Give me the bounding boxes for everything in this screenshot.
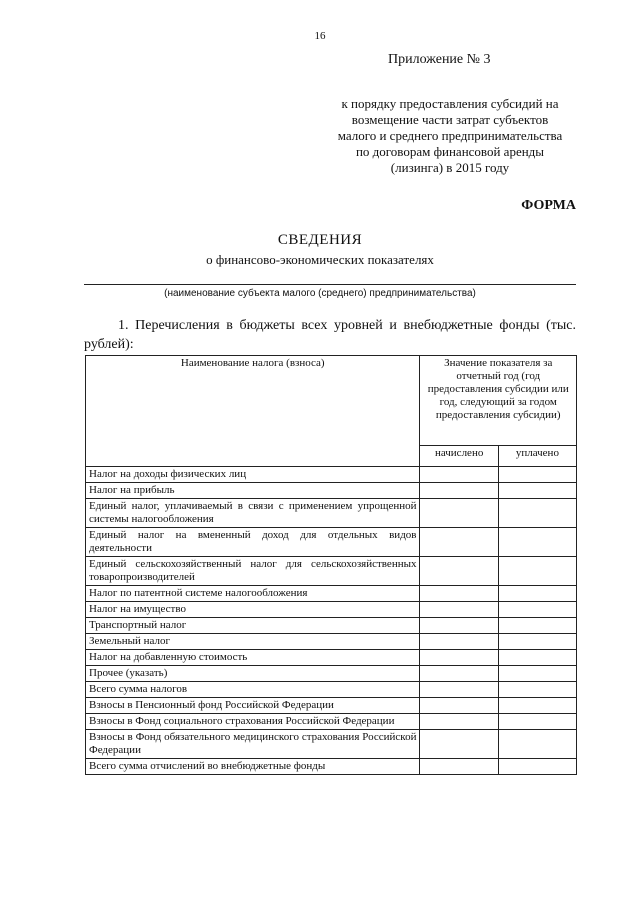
table-row <box>86 528 577 557</box>
paid-value-cell[interactable] <box>498 730 576 759</box>
table-row <box>86 730 577 759</box>
appendix-heading: Приложение № 3 <box>388 52 491 67</box>
tax-name-cell: Налог на прибыль <box>86 483 420 499</box>
tax-name-cell: Налог на доходы физических лиц <box>86 467 420 483</box>
table-row <box>86 666 577 682</box>
entity-name-caption: (наименование субъекта малого (среднего) предпринимательства) <box>164 288 476 299</box>
paid-value-cell[interactable] <box>498 602 576 618</box>
header-indicator-value: Значение показателя за отчетный год (год предоставления субсидии или год, следующий за годом предоставления субсидии) <box>420 356 577 446</box>
accrued-value-cell[interactable] <box>420 528 498 557</box>
accrued-value-cell[interactable] <box>420 499 498 528</box>
tax-name-cell: Прочее (указать) <box>86 666 420 682</box>
paid-value-cell[interactable] <box>498 698 576 714</box>
page-number: 16 <box>314 30 326 42</box>
accrued-value-cell[interactable] <box>420 602 498 618</box>
table-row <box>86 618 577 634</box>
tax-name-cell: Налог на имущество <box>86 602 420 618</box>
tax-name-cell: Земельный налог <box>86 634 420 650</box>
table-row <box>86 602 577 618</box>
tax-name-cell: Единый сельскохозяйственный налог для сельскохозяйственных товаропроизводителей <box>86 557 420 586</box>
accrued-value-cell[interactable] <box>420 557 498 586</box>
accrued-value-cell[interactable] <box>420 483 498 499</box>
paid-value-cell[interactable] <box>498 499 576 528</box>
table-row <box>86 467 577 483</box>
paid-value-cell[interactable] <box>498 714 576 730</box>
reference-line: к порядку предоставления субсидий на <box>341 96 559 111</box>
table-row <box>86 499 577 528</box>
accrued-value-cell[interactable] <box>420 730 498 759</box>
reference-line: малого и среднего предпринимательства <box>337 128 563 143</box>
accrued-value-cell[interactable] <box>420 650 498 666</box>
tax-name-cell: Всего сумма налогов <box>86 682 420 698</box>
table-row <box>86 650 577 666</box>
table-row <box>86 714 577 730</box>
table-row <box>86 698 577 714</box>
table-row <box>86 483 577 499</box>
table-row <box>86 682 577 698</box>
document-title: СВЕДЕНИЯ <box>277 232 363 248</box>
form-label: ФОРМА <box>521 198 576 213</box>
tax-name-cell: Всего сумма отчислений во внебюджетные фонды <box>86 759 420 775</box>
reference-line: (лизинга) в 2015 году <box>390 160 510 175</box>
paid-value-cell[interactable] <box>498 634 576 650</box>
accrued-value-cell[interactable] <box>420 586 498 602</box>
paid-value-cell[interactable] <box>498 586 576 602</box>
paid-value-cell[interactable] <box>498 759 576 775</box>
accrued-value-cell[interactable] <box>420 666 498 682</box>
table-row <box>86 634 577 650</box>
entity-name-line[interactable] <box>84 284 576 285</box>
paid-value-cell[interactable] <box>498 650 576 666</box>
document-subtitle: о финансово-экономических показателях <box>206 252 434 267</box>
paid-value-cell[interactable] <box>498 467 576 483</box>
reference-line: по договорам финансовой аренды <box>355 144 545 159</box>
paid-value-cell[interactable] <box>498 666 576 682</box>
accrued-value-cell[interactable] <box>420 618 498 634</box>
accrued-value-cell[interactable] <box>420 714 498 730</box>
paid-value-cell[interactable] <box>498 682 576 698</box>
tax-name-cell: Единый налог, уплачиваемый в связи с применением упрощенной системы налогообложения <box>86 499 420 528</box>
tax-name-cell: Единый налог на вмененный доход для отдельных видов деятельности <box>86 528 420 557</box>
header-tax-name: Наименование налога (взноса) <box>86 356 420 467</box>
paid-value-cell[interactable] <box>498 618 576 634</box>
section-1-heading: 1. Перечисления в бюджеты всех уровней и внебюджетные фонды (тыс. рублей): <box>84 318 576 352</box>
accrued-value-cell[interactable] <box>420 682 498 698</box>
tax-name-cell: Налог на добавленную стоимость <box>86 650 420 666</box>
paid-value-cell[interactable] <box>498 557 576 586</box>
accrued-value-cell[interactable] <box>420 634 498 650</box>
header-accrued: начислено <box>420 445 498 466</box>
table-row <box>86 759 577 775</box>
accrued-value-cell[interactable] <box>420 759 498 775</box>
tax-name-cell: Взносы в Фонд социального страхования Российской Федерации <box>86 714 420 730</box>
appendix-reference <box>300 96 600 176</box>
accrued-value-cell[interactable] <box>420 467 498 483</box>
tax-name-cell: Взносы в Пенсионный фонд Российской Федерации <box>86 698 420 714</box>
accrued-value-cell[interactable] <box>420 698 498 714</box>
table-row <box>86 586 577 602</box>
tax-name-cell: Транспортный налог <box>86 618 420 634</box>
tax-name-cell: Взносы в Фонд обязательного медицинского страхования Российской Федерации <box>86 730 420 759</box>
paid-value-cell[interactable] <box>498 528 576 557</box>
header-paid: уплачено <box>498 445 576 466</box>
paid-value-cell[interactable] <box>498 483 576 499</box>
reference-line: возмещение части затрат субъектов <box>351 112 549 127</box>
tax-name-cell: Налог по патентной системе налогообложения <box>86 586 420 602</box>
taxes-table <box>85 355 577 775</box>
table-row <box>86 557 577 586</box>
